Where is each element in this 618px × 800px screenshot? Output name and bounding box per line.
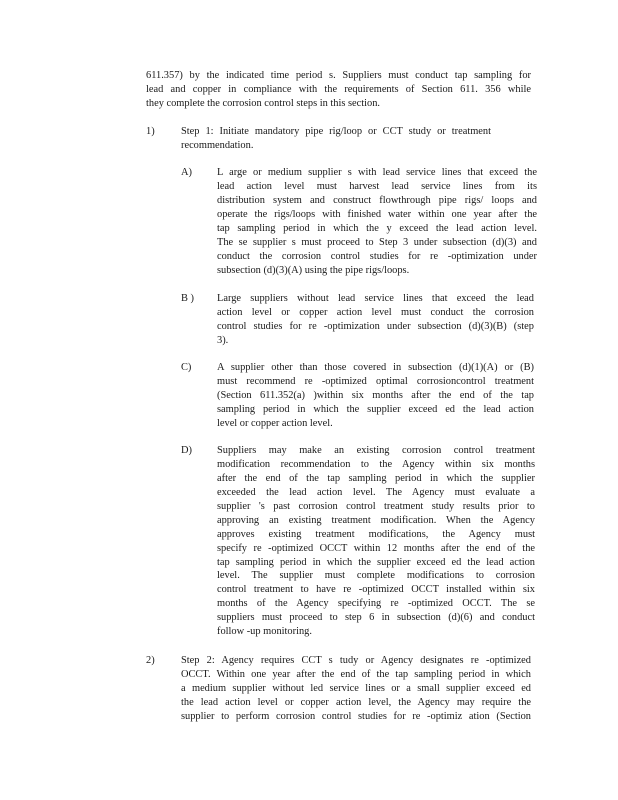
- text-line: distribution system and construct flowthrough pipe rigs/ loops and: [217, 194, 537, 206]
- text-line: Step 2: Agency requires CCT s tudy or Agency designates re -optimized: [181, 655, 531, 666]
- text-line: lead action level must harvest lead service lines from its: [217, 180, 537, 192]
- text-line: specify re -optimized OCCT within 12 months after the end of the: [217, 542, 535, 554]
- text-line: recommendation.: [181, 139, 254, 151]
- text-line: the lead action level or copper action level, the Agency may require the: [181, 696, 531, 708]
- item-a-marker: A): [181, 167, 192, 178]
- text-line: a medium supplier without led service lines or a small supplier exceed ed: [181, 682, 531, 694]
- intro-paragraph: [146, 69, 531, 111]
- text-line: action level or copper action level must conduct the corrosion: [217, 306, 534, 318]
- text-line: level or copper action level.: [217, 417, 333, 429]
- text-line: control studies for re -optimization under subsection (d)(3)(B) (step: [217, 320, 534, 332]
- text-line: approves existing treatment modifications, the Agency must: [217, 528, 535, 540]
- text-line: suppliers must proceed to step 6 in subsection (d)(6) and conduct: [217, 612, 535, 624]
- item-a-paragraph: [217, 166, 537, 278]
- text-line: 611.357) by the indicated time period s. Suppliers must conduct tap sampling for: [146, 70, 531, 81]
- text-line: lead and copper in compliance with the requirements of Section 611. 356 while: [146, 83, 531, 95]
- text-line: supplier to perform corrosion control studies for re -optimiz ation (Section: [181, 710, 531, 722]
- text-line: sampling period in which the supplier exceed ed the lead action: [217, 403, 534, 415]
- text-line: L arge or medium supplier s with lead service lines that exceed the: [217, 167, 537, 178]
- item-c-paragraph: [217, 361, 534, 431]
- text-line: they complete the corrosion control steps in this section.: [146, 97, 381, 109]
- text-line: exceeded the lead action level. The Agency must evaluate a: [217, 486, 535, 498]
- text-line: operate the rigs/loops with finished water within one year after the: [217, 208, 537, 220]
- text-line: Step 1: Initiate mandatory pipe rig/loop or CCT study or treatment: [181, 126, 491, 137]
- item-b-marker: B ): [181, 293, 194, 304]
- text-line: OCCT. Within one year after the end of the tap sampling period in which: [181, 668, 531, 680]
- text-line: Suppliers may make an existing corrosion control treatment: [217, 445, 535, 456]
- text-line: (Section 611.352(a) )within six months after the end of the tap: [217, 389, 534, 401]
- step-2-marker: 2): [146, 655, 155, 666]
- text-line: months of the Agency specifying re -optimized OCCT. The se: [217, 598, 535, 610]
- text-line: A supplier other than those covered in subsection (d)(1)(A) or (B): [217, 362, 534, 373]
- item-b-paragraph: [217, 292, 534, 348]
- text-line: conduct the corrosion control studies for re -optimization under: [217, 250, 537, 262]
- text-line: control treatment to have re -optimized OCCT installed within six: [217, 584, 535, 596]
- text-line: tap sampling period in which the y exceed the lead action level.: [217, 222, 537, 234]
- text-line: subsection (d)(3)(A) using the pipe rigs/loops.: [217, 264, 410, 276]
- step-1-marker: 1): [146, 126, 155, 137]
- text-line: level. The supplier must complete modifications to corrosion: [217, 570, 535, 582]
- text-line: follow -up monitoring.: [217, 626, 312, 638]
- text-line: The se supplier s must proceed to Step 3 under subsection (d)(3) and: [217, 236, 537, 248]
- text-line: modification recommendation to the Agency within six months: [217, 458, 535, 470]
- text-line: tap sampling period in which the supplier exceed ed the lead action: [217, 556, 535, 568]
- text-line: after the end of the tap sampling period in which the supplier: [217, 472, 535, 484]
- item-d-paragraph: [217, 444, 535, 639]
- text-line: Large suppliers without lead service lines that exceed the lead: [217, 293, 534, 304]
- text-line: supplier 's past corrosion control treatment study results prior to: [217, 500, 535, 512]
- item-c-marker: C): [181, 362, 192, 373]
- text-line: approving an existing treatment modification. When the Agency: [217, 514, 535, 526]
- step-2-paragraph: [181, 654, 531, 724]
- item-d-marker: D): [181, 445, 192, 456]
- text-line: 3).: [217, 334, 229, 346]
- text-line: must recommend re -optimized optimal corrosioncontrol treatment: [217, 375, 534, 387]
- step-1-paragraph: [181, 125, 491, 153]
